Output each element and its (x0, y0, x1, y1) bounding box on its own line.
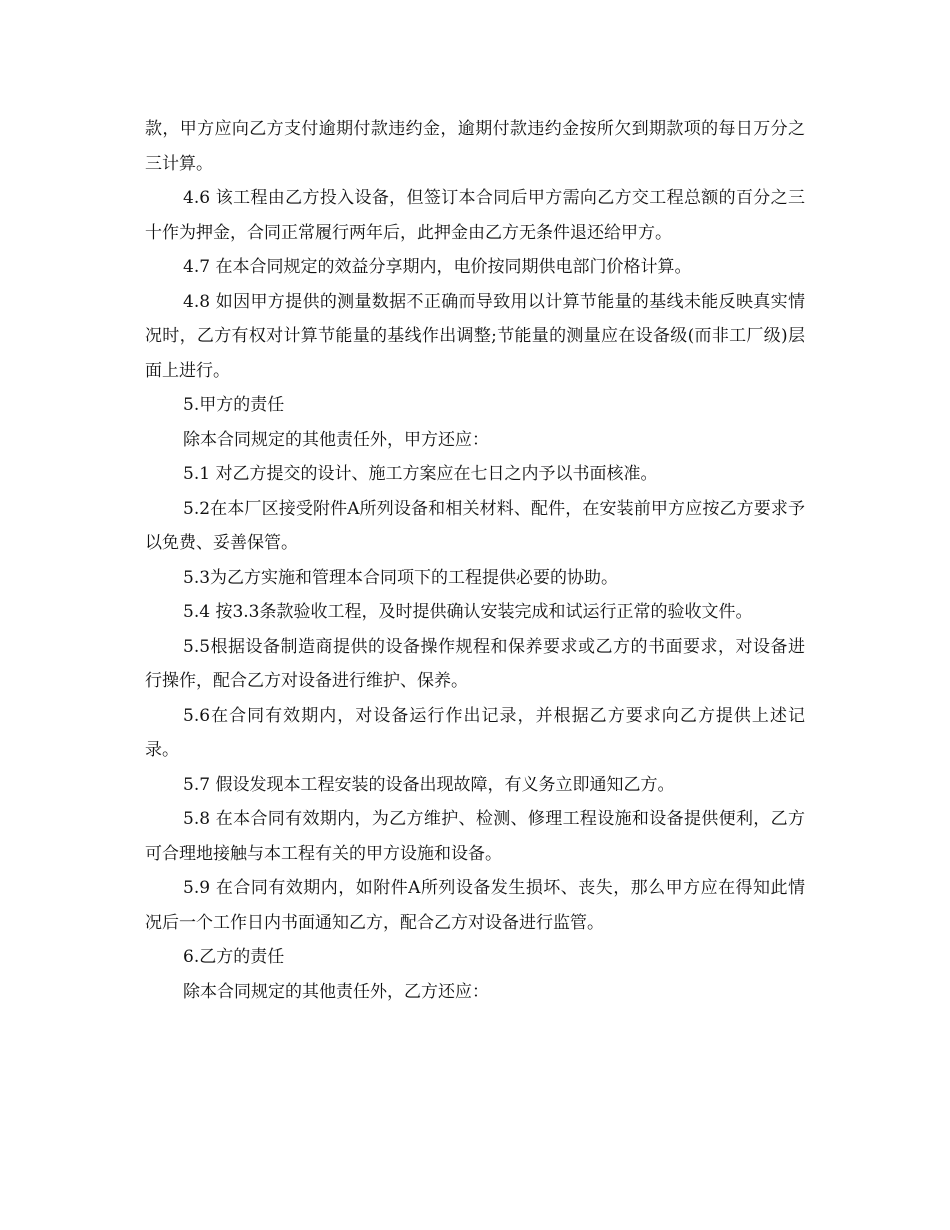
clause-5-2: 5.2在本厂区接受附件A所列设备和相关材料、配件，在安装前甲方应按乙方要求予以免费、妥善保管。 (145, 498, 805, 553)
document-page (145, 112, 805, 1009)
clause-5-9: 5.9 在合同有效期内，如附件A所列设备发生损坏、丧失，那么甲方应在得知此情况后一个工作日内书面通知乙方，配合乙方对设备进行监管。 (145, 878, 805, 933)
party-a-intro: 除本合同规定的其他责任外，甲方还应： (183, 429, 489, 450)
clause-5-5: 5.5根据设备制造商提供的设备操作规程和保养要求或乙方的书面要求，对设备进行操作，配合乙方对设备进行维护、保养。 (145, 636, 805, 691)
clause-5-4: 5.4 按3.3条款验收工程，及时提供确认安装完成和试运行正常的验收文件。 (183, 602, 753, 622)
clause-4-6: 4.6 该工程由乙方投入设备，但签订本合同后甲方需向乙方交工程总额的百分之三十作为押金，合同正常履行两年后，此押金由乙方无条件退还给甲方。 (145, 188, 805, 243)
clause-5-8: 5.8 在本合同有效期内，为乙方维护、检测、修理工程设施和设备提供便利，乙方可合理地接触与本工程有关的甲方设施和设备。 (145, 809, 805, 864)
clause-5-3: 5.3为乙方实施和管理本合同项下的工程提供必要的协助。 (183, 567, 619, 588)
clause-4-7: 4.7 在本合同规定的效益分享期内，电价按同期供电部门价格计算。 (183, 257, 692, 277)
clause-5-7: 5.7 假设发现本工程安装的设备出现故障，有义务立即通知乙方。 (183, 774, 675, 795)
section-heading-party-b: 6.乙方的责任 (183, 947, 285, 967)
party-b-intro: 除本合同规定的其他责任外，乙方还应： (183, 981, 489, 1002)
clause-5-1: 5.1 对乙方提交的设计、施工方案应在七日之内予以书面核准。 (183, 464, 658, 484)
clause-4-8: 4.8 如因甲方提供的测量数据不正确而导致用以计算节能量的基线未能反映真实情况时，乙方有权对计算节能量的基线作出调整;节能量的测量应在设备级(而非工厂级)层面上进行。 (145, 291, 805, 381)
paragraph-overdue-penalty: 款，甲方应向乙方支付逾期付款违约金，逾期付款违约金按所欠到期款项的每日万分之三计算。 (145, 119, 805, 174)
section-heading-party-a: 5.甲方的责任 (183, 395, 285, 415)
clause-5-6: 5.6在合同有效期内，对设备运行作出记录，并根据乙方要求向乙方提供上述记录。 (145, 705, 805, 760)
